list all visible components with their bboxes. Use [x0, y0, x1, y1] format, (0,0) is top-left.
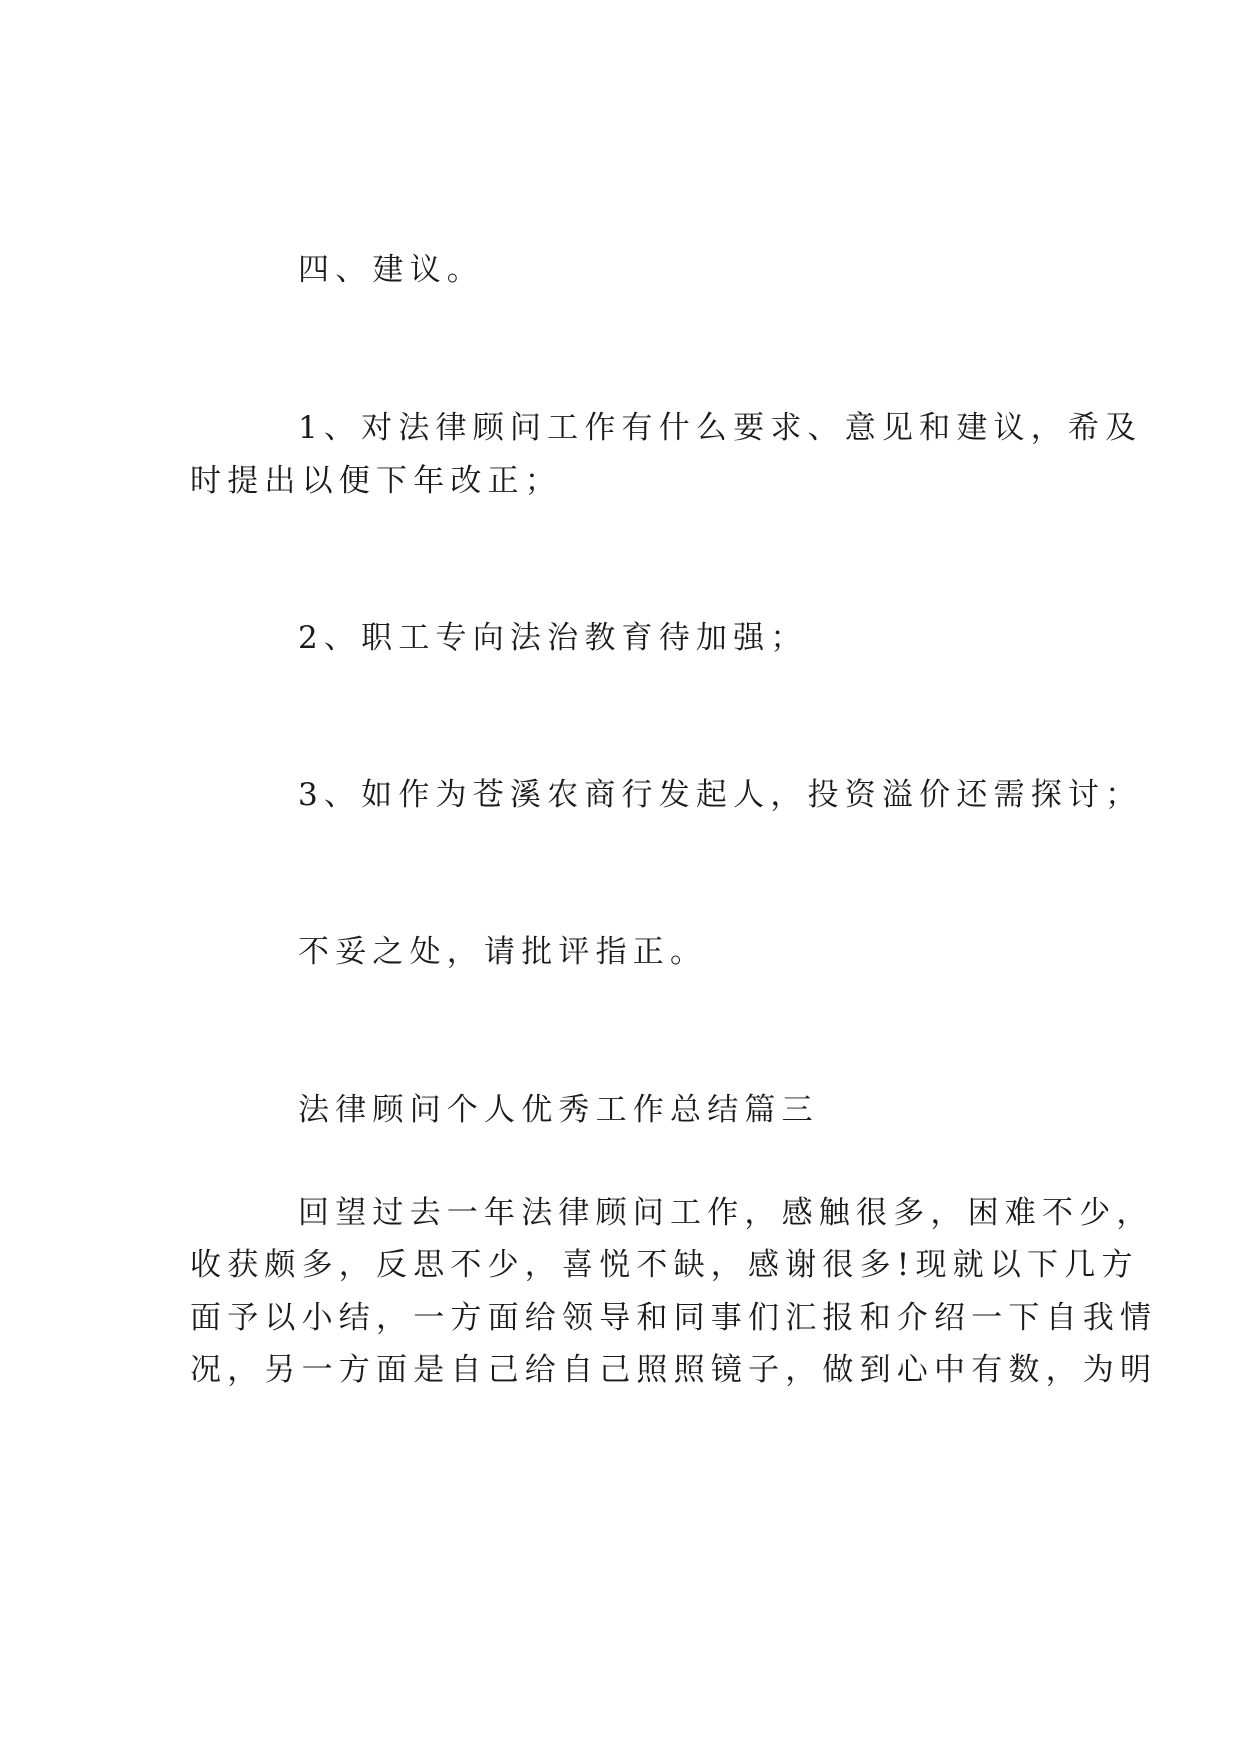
suggestion-item-1-line-1: 1、对法律顾问工作有什么要求、意见和建议，希及 [298, 410, 1143, 446]
closing-remark: 不妥之处，请批评指正。 [298, 934, 708, 970]
section-heading: 四、建议。 [298, 252, 484, 288]
body-paragraph-line-3: 面予以小结，一方面给领导和同事们汇报和介绍一下自我情 [190, 1300, 1158, 1336]
suggestion-item-2: 2、职工专向法治教育待加强； [298, 620, 808, 656]
body-paragraph-line-2: 收获颇多，反思不少，喜悦不缺，感谢很多!现就以下几方 [190, 1247, 1139, 1283]
body-paragraph-line-4: 况，另一方面是自己给自己照照镜子，做到心中有数，为明 [190, 1352, 1158, 1388]
suggestion-item-1-line-2: 时提出以便下年改正； [190, 463, 562, 499]
body-paragraph-line-1: 回望过去一年法律顾问工作，感触很多，困难不少， [298, 1195, 1154, 1231]
suggestion-item-3: 3、如作为苍溪农商行发起人，投资溢价还需探讨； [298, 777, 1143, 813]
article-title: 法律顾问个人优秀工作总结篇三 [298, 1092, 819, 1128]
